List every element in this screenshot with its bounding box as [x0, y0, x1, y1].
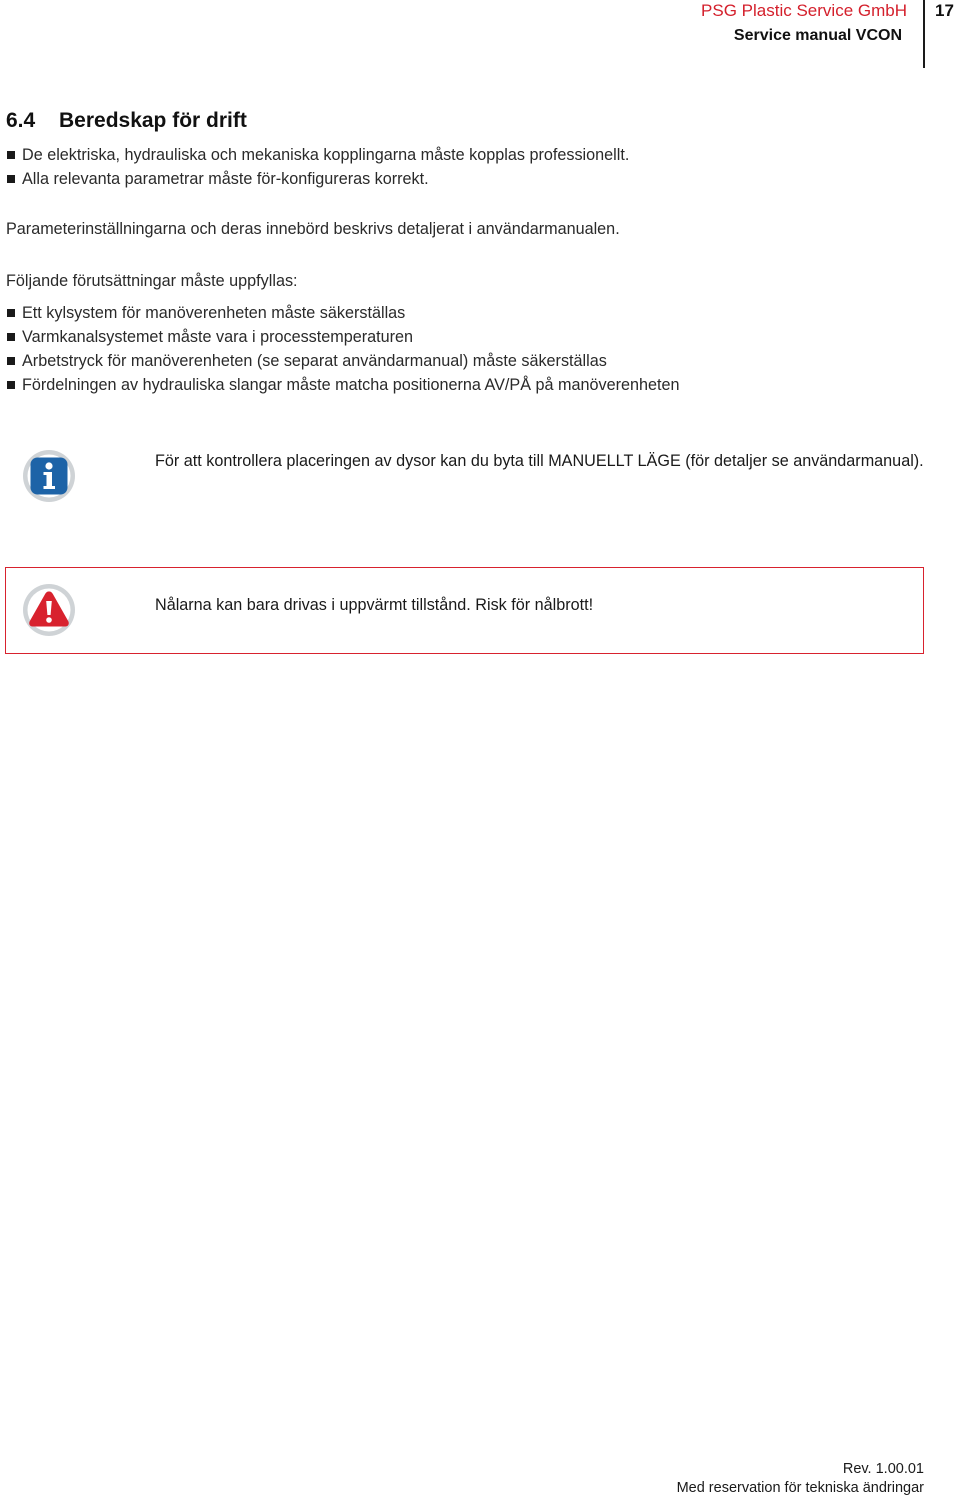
list-item-text: Arbetstryck för manöverenheten (se separat användarmanual) måste säkerställas — [22, 352, 607, 370]
header-manual-title: Service manual VCON — [733, 27, 902, 44]
list-item-text: Varmkanalsystemet måste vara i processtemperaturen — [22, 328, 414, 346]
list-item-text: Fördelningen av hydrauliska slangar måste matcha positionerna AV/PÅ på manöverenheten — [22, 376, 680, 394]
conditions-list — [6, 301, 679, 397]
list-item-text: Ett kylsystem för manöverenheten måste säkerställas — [22, 304, 406, 322]
section-title: Beredskap för drift — [59, 109, 247, 132]
list-item — [6, 167, 629, 191]
parameters-paragraph: Parameterinställningarna och deras innebörd beskrivs detaljerat i användarmanualen. — [6, 220, 620, 238]
list-item-text: De elektriska, hydrauliska och mekaniska kopplingarna måste kopplas professionellt. — [22, 146, 630, 164]
list-item — [6, 301, 679, 325]
list-item — [6, 143, 629, 167]
bullet-square-icon — [7, 357, 15, 365]
warning-note-text: Nålarna kan bara drivas i uppvärmt tillstånd. Risk för nålbrott! — [155, 596, 594, 614]
bullet-square-icon — [7, 333, 15, 341]
bullet-square-icon — [7, 309, 15, 317]
list-item — [6, 325, 679, 349]
bullet-square-icon — [7, 175, 15, 183]
footer-disclaimer: Med reservation för tekniska ändringar — [676, 1480, 924, 1496]
section-heading — [6, 109, 247, 133]
footer-revision: Rev. 1.00.01 — [842, 1461, 924, 1477]
info-icon — [22, 449, 76, 503]
list-item — [6, 373, 679, 397]
list-item-text: Alla relevanta parametrar måste för-konfigureras korrekt. — [22, 170, 429, 188]
list-item — [6, 349, 679, 373]
conditions-intro: Följande förutsättningar måste uppfyllas: — [6, 272, 298, 290]
bullet-square-icon — [7, 151, 15, 159]
bullet-square-icon — [7, 381, 15, 389]
section-number: 6.4 — [6, 109, 36, 132]
info-note-text: För att kontrollera placeringen av dysor kan du byta till MANUELLT LÄGE (för detaljer se användarmanual). — [155, 452, 924, 470]
header-divider — [923, 0, 925, 68]
page-number: 17 — [935, 1, 954, 20]
header-company-name: PSG Plastic Service GmbH — [701, 1, 907, 20]
warning-icon — [22, 583, 76, 637]
requirements-list — [6, 143, 629, 191]
